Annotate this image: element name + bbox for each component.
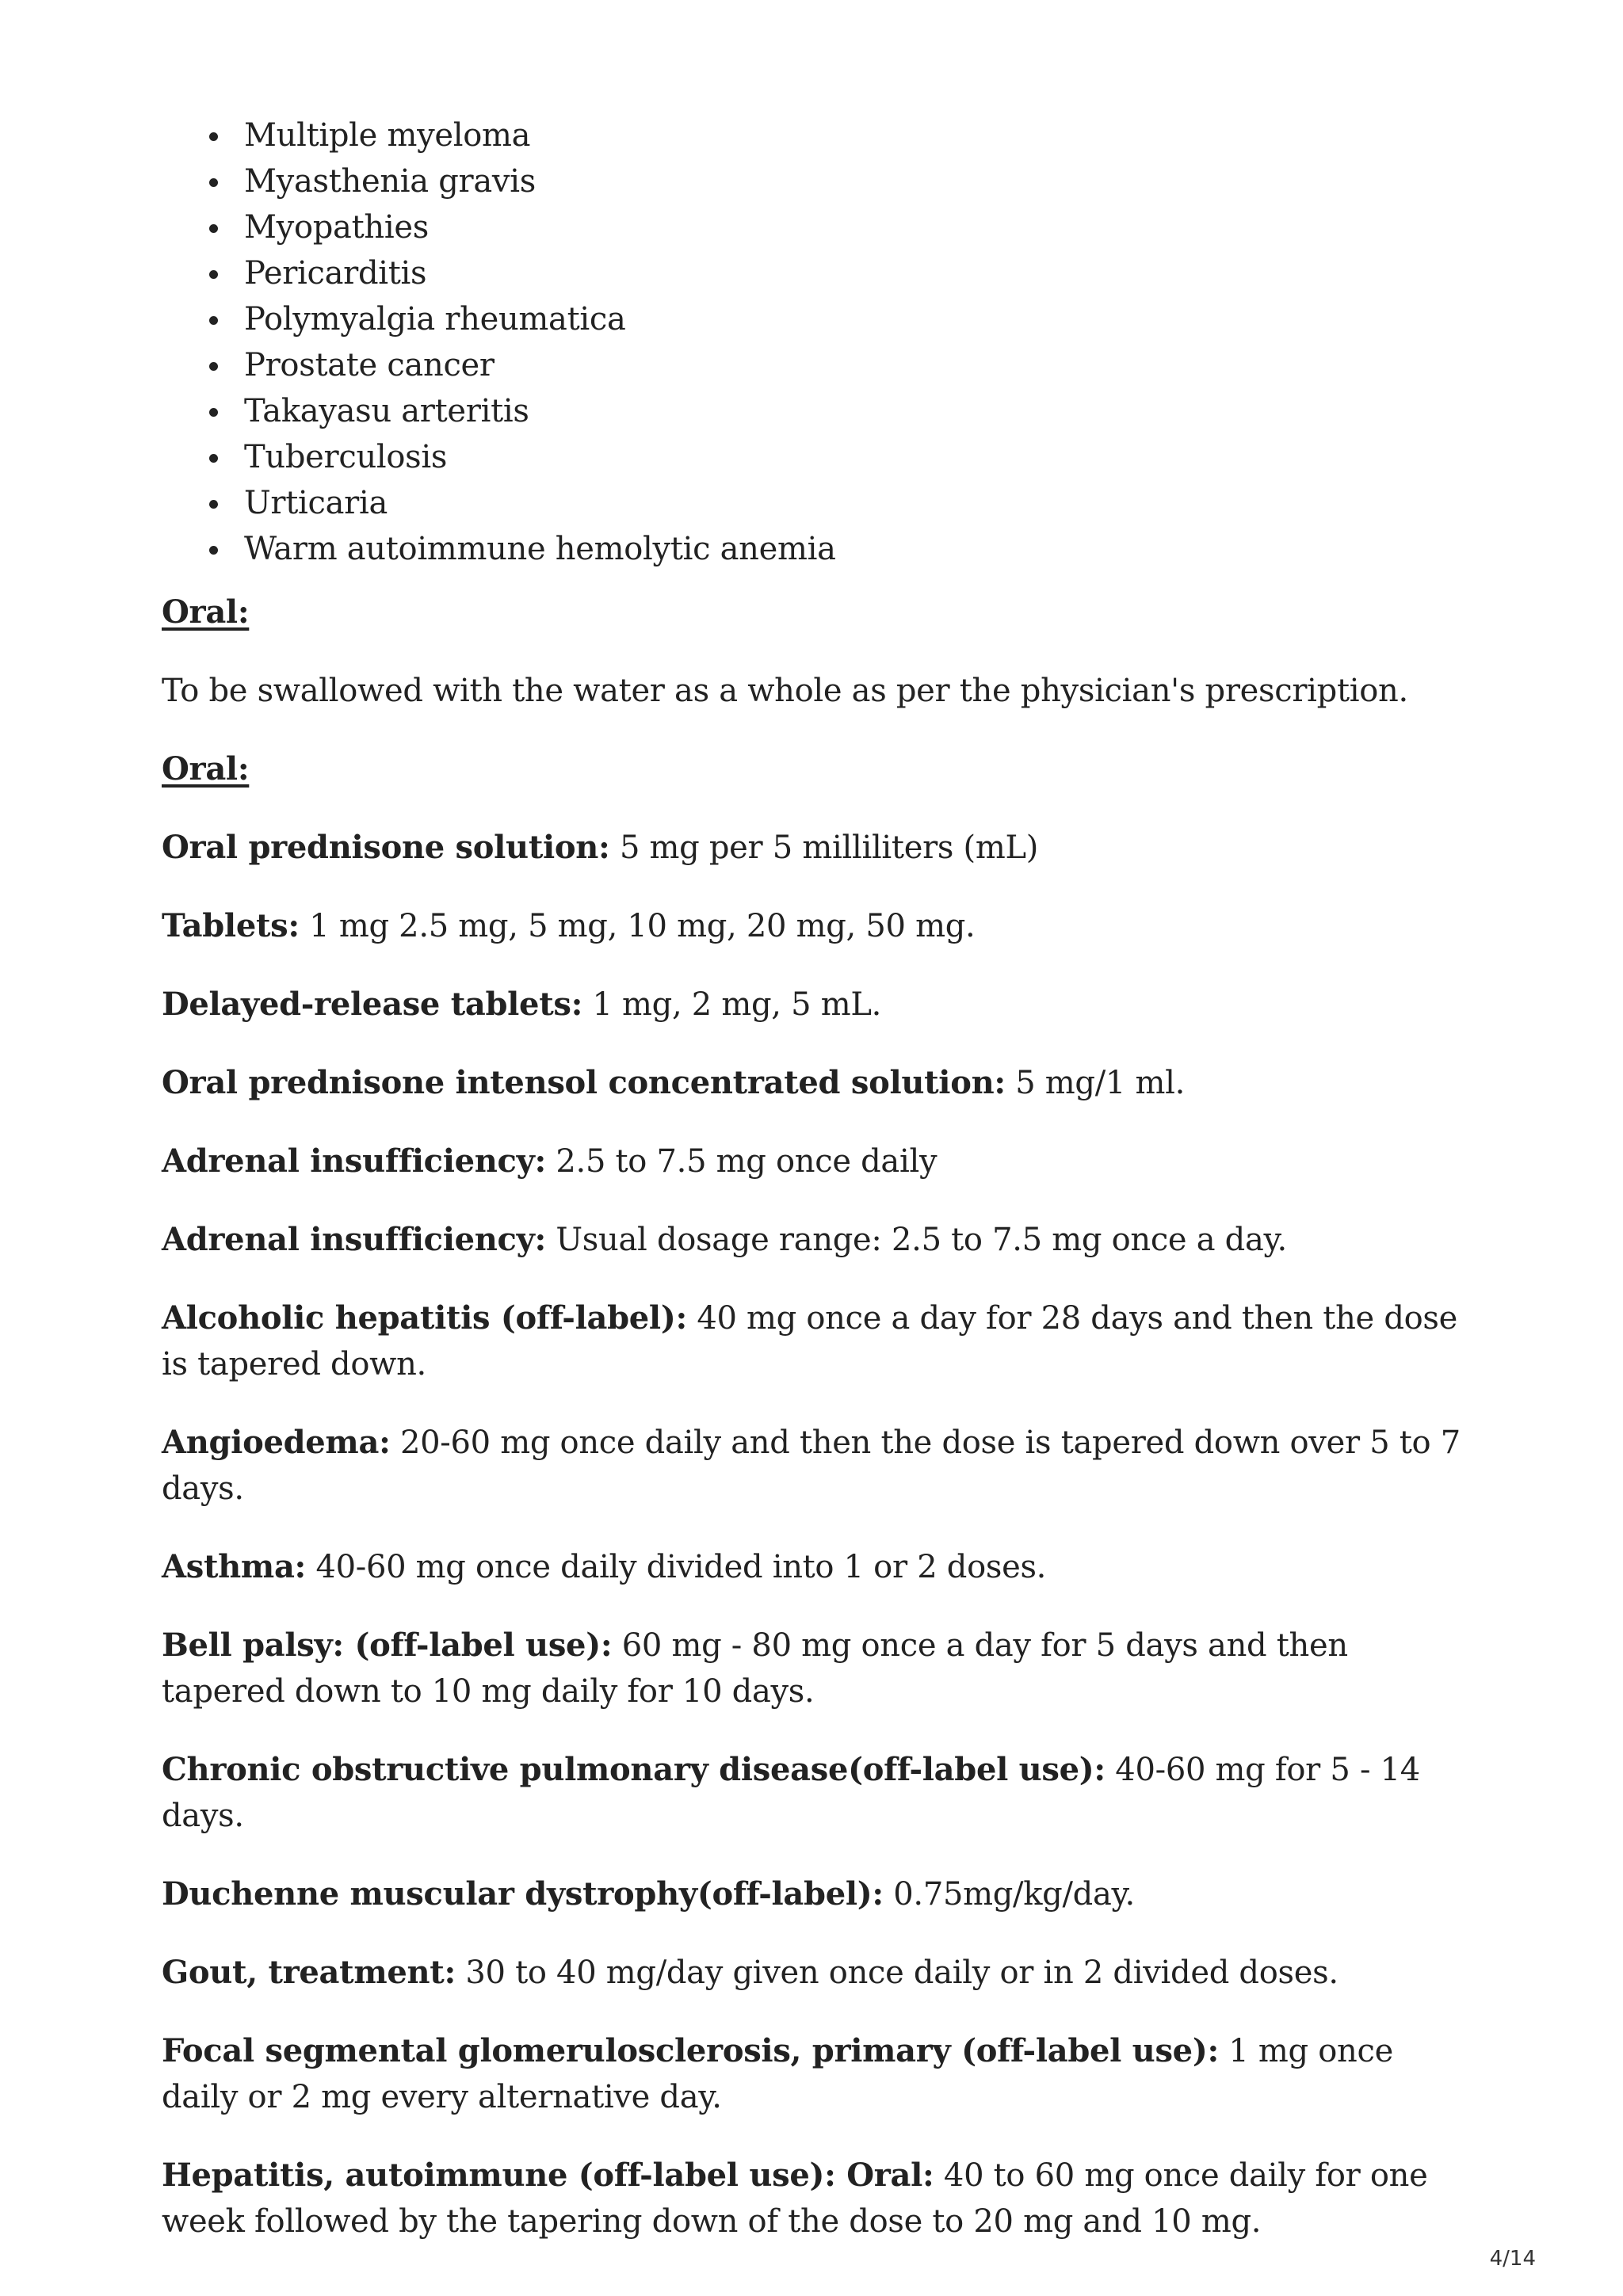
dosage-term: Adrenal insufficiency: (162, 1142, 546, 1180)
dosage-text: 40-60 mg once daily divided into 1 or 2 doses. (306, 1549, 1047, 1585)
list-item (244, 296, 1461, 342)
list-item (244, 113, 1461, 158)
section-heading-oral-dosage: Oral: (162, 750, 250, 788)
list-item-text: Pericarditis (244, 255, 427, 292)
page-number: 4/14 (1489, 2247, 1536, 2271)
bullet-icon (209, 132, 218, 141)
dosage-term: Chronic obstructive pulmonary disease(off-label use): (162, 1751, 1106, 1788)
dosage-entry (162, 2153, 1461, 2245)
bullet-icon (209, 454, 218, 463)
bullet-icon (209, 408, 218, 417)
dosage-text: 60 mg - 80 mg once a day for 5 days and then tapered down to 10 mg daily for 10 days. (162, 1627, 1348, 1710)
list-item (244, 250, 1461, 296)
dosage-entry (162, 1295, 1461, 1387)
dosage-entry (162, 1138, 1461, 1184)
bullet-icon (209, 500, 218, 509)
list-item-text: Tuberculosis (244, 439, 448, 475)
dosage-entry (162, 825, 1461, 871)
dosage-entry (162, 903, 1461, 949)
dosage-text: 2.5 to 7.5 mg once daily (545, 1143, 938, 1180)
bullet-icon (209, 224, 218, 233)
dosage-entry (162, 1544, 1461, 1590)
list-item (244, 480, 1461, 526)
section-heading-oral: Oral: (162, 593, 250, 631)
dosage-term: Asthma: (162, 1548, 307, 1585)
list-item (244, 342, 1461, 388)
list-item (244, 158, 1461, 204)
dosage-entry (162, 1871, 1461, 1917)
dosage-term: Hepatitis, autoimmune (off-label use): Oral: (162, 2157, 934, 2194)
list-item-text: Urticaria (244, 485, 388, 521)
dosage-term: Duchenne muscular dystrophy(off-label): (162, 1875, 884, 1913)
list-item-text: Prostate cancer (244, 347, 495, 383)
dosage-entry (162, 1217, 1461, 1263)
list-item-text: Warm autoimmune hemolytic anemia (244, 531, 836, 567)
dosage-text: 40-60 mg for 5 - 14 days. (162, 1752, 1420, 1834)
dosage-entry (162, 982, 1461, 1028)
dosage-text: 5 mg/1 ml. (1005, 1065, 1186, 1101)
list-item (244, 526, 1461, 572)
dosage-term: Oral prednisone solution: (162, 829, 610, 866)
list-item (244, 434, 1461, 480)
list-item-text: Myopathies (244, 209, 429, 246)
list-item-text: Multiple myeloma (244, 117, 531, 154)
dosage-entry (162, 1950, 1461, 1996)
dosage-text: 30 to 40 mg/day given once daily or in 2 divided doses. (455, 1955, 1338, 1991)
dosage-term: Focal segmental glomerulosclerosis, primary (off-label use): (162, 2032, 1219, 2069)
dosage-text: Usual dosage range: 2.5 to 7.5 mg once a day. (545, 1222, 1287, 1258)
dosage-entry (162, 1747, 1461, 1839)
dosage-term: Bell palsy: (off-label use): (162, 1627, 613, 1664)
administration-instructions: To be swallowed with the water as a whole as per the physician's prescription. (162, 673, 1408, 709)
bullet-icon (209, 362, 218, 371)
list-item-text: Polymyalgia rheumatica (244, 301, 626, 338)
dosage-term: Angioedema: (162, 1424, 391, 1461)
dosage-text: 20-60 mg once daily and then the dose is tapered down over 5 to 7 days. (162, 1425, 1461, 1507)
dosage-term: Adrenal insufficiency: (162, 1221, 546, 1258)
list-item-text: Takayasu arteritis (244, 393, 529, 429)
dosage-term: Alcoholic hepatitis (off-label): (162, 1299, 687, 1337)
dosage-term: Delayed-release tablets: (162, 986, 583, 1023)
bullet-icon (209, 546, 218, 555)
dosage-text: 0.75mg/kg/day. (883, 1876, 1135, 1913)
dosage-text: 1 mg, 2 mg, 5 mL. (582, 986, 882, 1023)
dosage-text: 1 mg 2.5 mg, 5 mg, 10 mg, 20 mg, 50 mg. (299, 908, 976, 944)
list-item (244, 204, 1461, 250)
dosage-text: 1 mg once daily or 2 mg every alternative day. (162, 2033, 1393, 2115)
dosage-term: Oral prednisone intensol concentrated solution: (162, 1064, 1006, 1101)
bullet-icon (209, 178, 218, 187)
dosage-term: Tablets: (162, 907, 300, 944)
condition-list (162, 113, 1461, 572)
dosage-entry (162, 1420, 1461, 1512)
dosage-entry (162, 1623, 1461, 1714)
list-item-text: Myasthenia gravis (244, 163, 536, 200)
dosage-entry (162, 2028, 1461, 2120)
document-content (162, 113, 1461, 2277)
bullet-icon (209, 316, 218, 325)
bullet-icon (209, 270, 218, 279)
dosage-text: 40 to 60 mg once daily for one week followed by the tapering down of the dose to 20 mg and 10 mg. (162, 2157, 1428, 2240)
dosage-text: 40 mg once a day for 28 days and then the dose is tapered down. (162, 1300, 1458, 1383)
dosage-text: 5 mg per 5 milliliters (mL) (609, 830, 1039, 866)
list-item (244, 388, 1461, 434)
dosage-entry (162, 1060, 1461, 1106)
dosage-term: Gout, treatment: (162, 1954, 456, 1991)
